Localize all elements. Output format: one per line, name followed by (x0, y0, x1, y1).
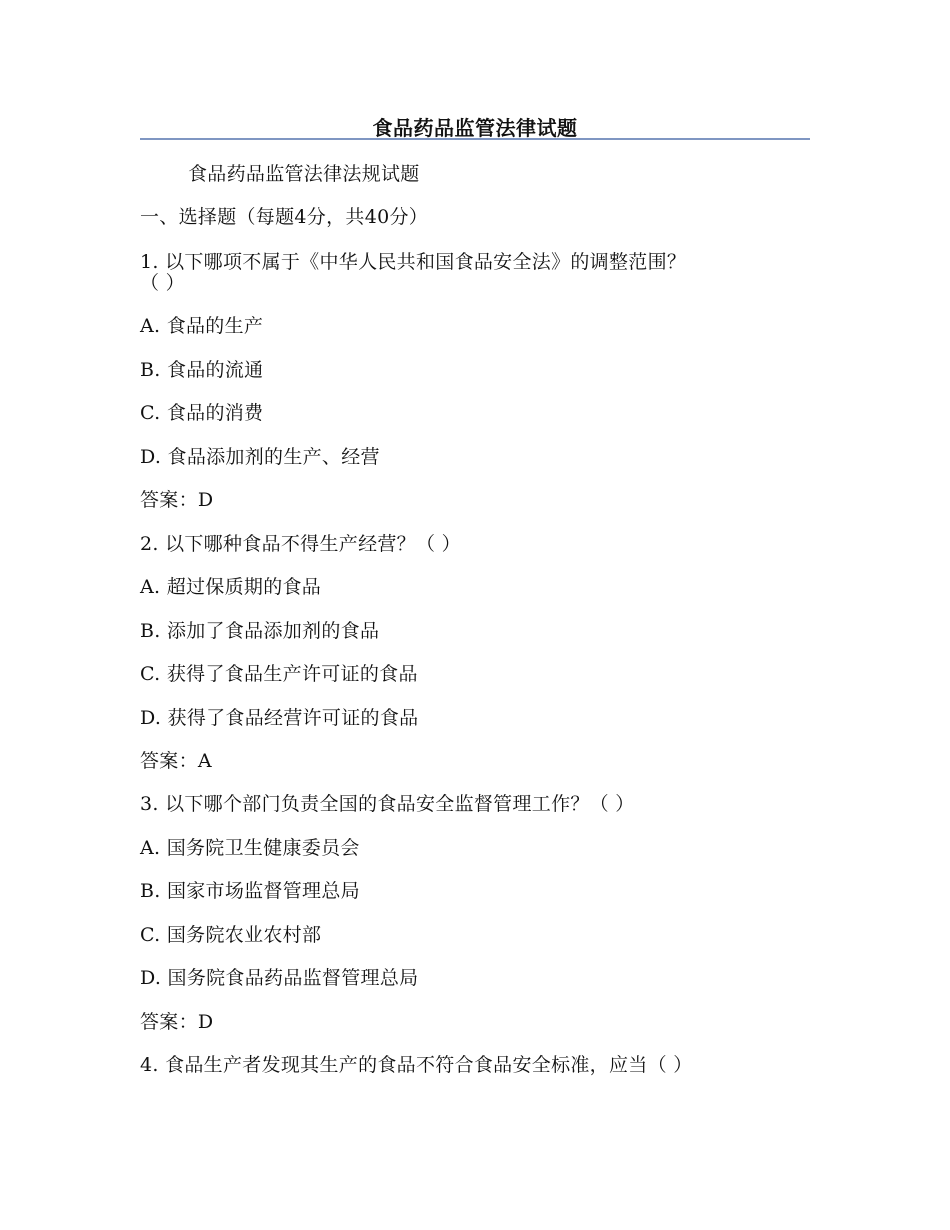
question-3-option-a: A. 国务院卫生健康委员会 (140, 837, 360, 859)
question-2-answer: 答案：A (140, 750, 212, 772)
question-1-answer: 答案：D (140, 489, 214, 511)
question-1-option-d: D. 食品添加剂的生产、经营 (140, 446, 380, 468)
question-2-stem: 2. 以下哪种食品不得生产经营？（ ） (140, 533, 461, 555)
title-divider (140, 138, 810, 140)
section-heading: 一、选择题（每题4分，共40分） (140, 206, 429, 228)
question-3-option-d: D. 国务院食品药品监督管理总局 (140, 967, 419, 989)
question-4-stem: 4. 食品生产者发现其生产的食品不符合食品安全标准，应当（ ） (140, 1054, 693, 1076)
question-1-option-c: C. 食品的消费 (140, 402, 264, 424)
question-2-option-c: C. 获得了食品生产许可证的食品 (140, 663, 418, 685)
question-2-option-d: D. 获得了食品经营许可证的食品 (140, 707, 419, 729)
question-3-option-b: B. 国家市场监督管理总局 (140, 880, 360, 902)
question-3-answer: 答案：D (140, 1011, 214, 1033)
document-subtitle: 食品药品监管法律法规试题 (188, 163, 420, 185)
question-2-option-a: A. 超过保质期的食品 (140, 576, 322, 598)
question-1-stem: 1. 以下哪项不属于《中华人民共和国食品安全法》的调整范围？ (140, 251, 687, 273)
question-2-option-b: B. 添加了食品添加剂的食品 (140, 620, 380, 642)
question-1-option-a: A. 食品的生产 (140, 315, 264, 337)
document-title: 食品药品监管法律试题 (372, 116, 578, 140)
question-1-option-b: B. 食品的流通 (140, 359, 264, 381)
question-3-stem: 3. 以下哪个部门负责全国的食品安全监督管理工作？（ ） (140, 793, 635, 815)
question-1-stem-blank: （ ） (140, 272, 185, 294)
question-3-option-c: C. 国务院农业农村部 (140, 924, 322, 946)
